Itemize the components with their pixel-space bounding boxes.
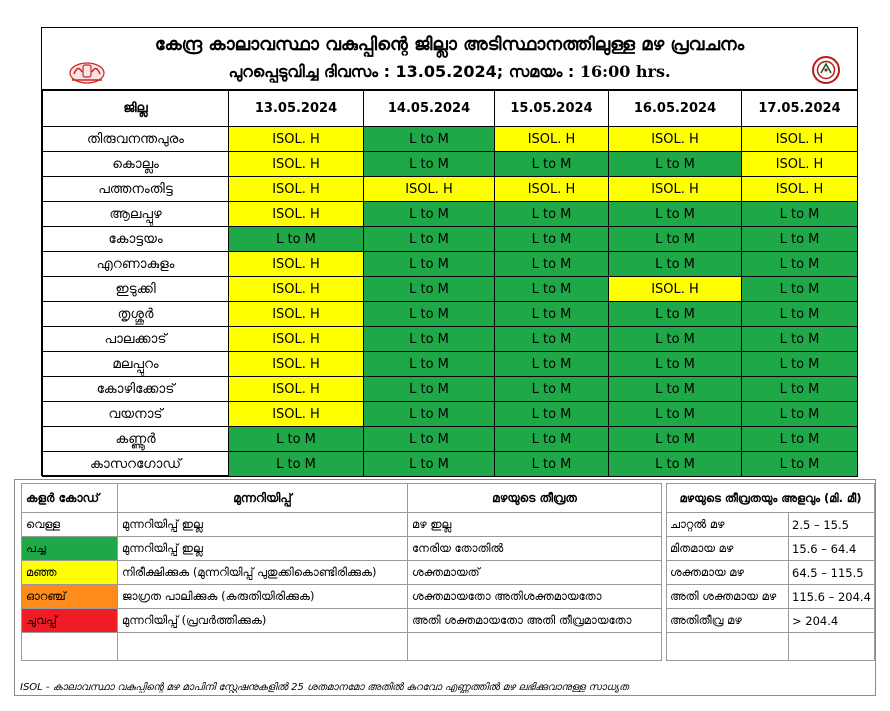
intensity-text: ശക്തമായതോ അതിശക്തമായതോ	[408, 585, 662, 609]
forecast-cell: ISOL. H	[609, 177, 742, 202]
intensity-label: മിതമായ മഴ	[667, 537, 789, 561]
district-name: എറണാകുളം	[43, 252, 229, 277]
warning-text: മുന്നറിയിപ്പ് (പ്രവർത്തിക്കുക)	[118, 609, 408, 633]
district-name: വയനാട്	[43, 402, 229, 427]
color-swatch-label: പച്ച	[22, 537, 118, 561]
table-row	[43, 327, 858, 352]
intensity-header-row	[667, 484, 875, 513]
intensity-label: ചാറ്റൽ മഴ	[667, 513, 789, 537]
legend-row	[22, 513, 662, 537]
warning-header: മുന്നറിയിപ്പ്	[118, 484, 408, 513]
forecast-cell: L to M	[495, 152, 609, 177]
forecast-cell: L to M	[742, 452, 858, 477]
forecast-cell: ISOL. H	[742, 152, 858, 177]
forecast-cell: L to M	[609, 202, 742, 227]
forecast-cell: L to M	[364, 327, 495, 352]
forecast-cell: ISOL. H	[229, 277, 364, 302]
legend-header-row	[22, 484, 662, 513]
warning-text: ജാഗ്രത പാലിക്കുക (കരുതിയിരിക്കുക)	[118, 585, 408, 609]
table-row	[43, 452, 858, 477]
district-name: കോട്ടയം	[43, 227, 229, 252]
color-swatch-label: വെള്ള	[22, 513, 118, 537]
forecast-cell: L to M	[742, 277, 858, 302]
intensity-row	[667, 609, 875, 633]
intensity-label: അതി ശക്തമായ മഴ	[667, 585, 789, 609]
color-code-header: കളർ കോഡ്	[22, 484, 118, 513]
imd-logo-icon	[811, 55, 841, 85]
intensity-amount-header: മഴയുടെ തീവ്രതയും അളവും (മി. മീ)	[667, 484, 875, 513]
intensity-body	[667, 513, 875, 633]
intensity-row	[667, 537, 875, 561]
forecast-cell: L to M	[495, 402, 609, 427]
district-name: കണ്ണൂർ	[43, 427, 229, 452]
forecast-cell: L to M	[364, 127, 495, 152]
forecast-cell: L to M	[609, 377, 742, 402]
date-column-header: 17.05.2024	[742, 91, 858, 127]
page-title: കേന്ദ്ര കാലാവസ്ഥാ വകുപ്പിന്റെ ജില്ലാ അടിസ്ഥാനത്തിലുള്ള മഴ പ്രവചനം	[154, 34, 745, 55]
legend-row	[22, 561, 662, 585]
forecast-cell: L to M	[364, 227, 495, 252]
forecast-cell: L to M	[495, 227, 609, 252]
table-row	[43, 302, 858, 327]
forecast-cell: ISOL. H	[229, 402, 364, 427]
intensity-text: മഴ ഇല്ല	[408, 513, 662, 537]
legend-body	[22, 513, 662, 633]
forecast-header-row	[43, 91, 858, 127]
forecast-cell: L to M	[364, 377, 495, 402]
forecast-cell: L to M	[609, 302, 742, 327]
forecast-cell: ISOL. H	[229, 127, 364, 152]
date-column-header: 15.05.2024	[495, 91, 609, 127]
district-name: കാസറഗോഡ്	[43, 452, 229, 477]
forecast-cell: ISOL. H	[229, 202, 364, 227]
forecast-cell: L to M	[742, 202, 858, 227]
forecast-cell: L to M	[229, 427, 364, 452]
forecast-cell: L to M	[364, 152, 495, 177]
legend-row	[22, 537, 662, 561]
forecast-cell: L to M	[364, 352, 495, 377]
forecast-cell: ISOL. H	[229, 352, 364, 377]
forecast-cell: L to M	[364, 452, 495, 477]
district-name: ഇടുക്കി	[43, 277, 229, 302]
forecast-cell: L to M	[495, 452, 609, 477]
forecast-cell: ISOL. H	[229, 327, 364, 352]
forecast-cell: L to M	[364, 302, 495, 327]
footnote: ISOL - കാലാവസ്ഥാ വകുപ്പിന്റെ മഴ മാപിനി സ്റ്റേഷനുകളിൽ 25 ശതമാനമോ അതിൽ കുറവോ എണ്ണത്തിൽ മഴ ലഭിക്കുവാനുള്ള സാധ്യത	[20, 682, 629, 693]
issued-line	[42, 62, 857, 82]
district-name: പാലക്കാട്	[43, 327, 229, 352]
kerala-emblem-icon	[68, 58, 106, 84]
color-swatch-label: മഞ്ഞ	[22, 561, 118, 585]
table-row	[43, 377, 858, 402]
forecast-cell: L to M	[609, 427, 742, 452]
forecast-table	[42, 90, 858, 477]
forecast-cell: L to M	[229, 227, 364, 252]
forecast-cell: L to M	[742, 252, 858, 277]
legend-row	[22, 609, 662, 633]
forecast-cell: ISOL. H	[229, 177, 364, 202]
forecast-cell: ISOL. H	[364, 177, 495, 202]
table-row	[43, 427, 858, 452]
forecast-cell: ISOL. H	[229, 377, 364, 402]
forecast-cell: L to M	[742, 377, 858, 402]
forecast-cell: L to M	[609, 152, 742, 177]
forecast-cell: L to M	[495, 327, 609, 352]
table-row	[43, 277, 858, 302]
forecast-cell: ISOL. H	[742, 127, 858, 152]
table-row	[43, 352, 858, 377]
forecast-body	[43, 127, 858, 477]
table-row	[43, 402, 858, 427]
intensity-range: 15.6 – 64.4	[789, 537, 875, 561]
district-name: തിരുവനന്തപുരം	[43, 127, 229, 152]
district-name: ആലപ്പുഴ	[43, 202, 229, 227]
forecast-cell: L to M	[364, 277, 495, 302]
intensity-blank-row	[667, 633, 875, 661]
forecast-cell: L to M	[495, 377, 609, 402]
forecast-cell: L to M	[495, 202, 609, 227]
date-column-header: 16.05.2024	[609, 91, 742, 127]
intensity-row	[667, 561, 875, 585]
forecast-cell: ISOL. H	[229, 302, 364, 327]
intensity-row	[667, 585, 875, 609]
forecast-cell: L to M	[495, 352, 609, 377]
intensity-range: > 204.4	[789, 609, 875, 633]
intensity-range: 64.5 – 115.5	[789, 561, 875, 585]
forecast-cell: L to M	[495, 302, 609, 327]
warning-text: മുന്നറിയിപ്പ് ഇല്ല	[118, 537, 408, 561]
forecast-cell: L to M	[364, 202, 495, 227]
intensity-label: അതിതീവ്ര മഴ	[667, 609, 789, 633]
forecast-cell: ISOL. H	[229, 252, 364, 277]
table-row	[43, 152, 858, 177]
forecast-cell: L to M	[742, 402, 858, 427]
legend-panel	[14, 479, 876, 696]
forecast-cell: ISOL. H	[609, 277, 742, 302]
legend-blank-row	[22, 633, 662, 661]
forecast-cell: L to M	[742, 427, 858, 452]
forecast-cell: ISOL. H	[742, 177, 858, 202]
forecast-cell: L to M	[609, 252, 742, 277]
intensity-header: മഴയുടെ തീവ്രത	[408, 484, 662, 513]
issued-label: പുറപ്പെടുവിച്ച ദിവസം : 13.05.2024; സമയം :	[228, 62, 580, 81]
intensity-text: അതി ശക്തമായതോ അതി തീവ്രമായതോ	[408, 609, 662, 633]
forecast-panel	[41, 27, 858, 476]
forecast-cell: ISOL. H	[495, 177, 609, 202]
district-name: തൃശ്ശൂർ	[43, 302, 229, 327]
forecast-cell: L to M	[609, 352, 742, 377]
forecast-cell: ISOL. H	[495, 127, 609, 152]
color-swatch-label: ചുവപ്പ്	[22, 609, 118, 633]
table-row	[43, 202, 858, 227]
issued-time: 16:00 hrs.	[579, 62, 671, 81]
forecast-cell: L to M	[495, 252, 609, 277]
intensity-range: 115.6 – 204.4	[789, 585, 875, 609]
forecast-cell: L to M	[495, 427, 609, 452]
forecast-cell: L to M	[609, 402, 742, 427]
table-row	[43, 227, 858, 252]
legend-row	[22, 585, 662, 609]
forecast-cell: L to M	[364, 252, 495, 277]
title-box	[42, 28, 857, 90]
forecast-cell: ISOL. H	[229, 152, 364, 177]
district-column-header: ജില്ല	[43, 91, 229, 127]
forecast-cell: L to M	[742, 227, 858, 252]
warning-text: നിരീക്ഷിക്കുക (മുന്നറിയിപ്പ് പുതുക്കികൊണ്ടിരിക്കുക)	[118, 561, 408, 585]
district-name: കൊല്ലം	[43, 152, 229, 177]
intensity-text: നേരിയ തോതിൽ	[408, 537, 662, 561]
intensity-text: ശക്തമായത്	[408, 561, 662, 585]
color-code-legend	[21, 483, 662, 661]
table-row	[43, 127, 858, 152]
forecast-cell: L to M	[609, 452, 742, 477]
color-swatch-label: ഓറഞ്ച്	[22, 585, 118, 609]
district-name: പത്തനംതിട്ട	[43, 177, 229, 202]
forecast-cell: L to M	[229, 452, 364, 477]
table-row	[43, 177, 858, 202]
table-row	[43, 252, 858, 277]
forecast-cell: L to M	[742, 302, 858, 327]
rainfall-intensity-table	[666, 483, 875, 661]
forecast-cell: L to M	[364, 402, 495, 427]
forecast-cell: L to M	[609, 327, 742, 352]
district-name: കോഴിക്കോട്	[43, 377, 229, 402]
warning-text: മുന്നറിയിപ്പ് ഇല്ല	[118, 513, 408, 537]
forecast-cell: ISOL. H	[609, 127, 742, 152]
forecast-cell: L to M	[609, 227, 742, 252]
forecast-cell: L to M	[364, 427, 495, 452]
forecast-cell: L to M	[495, 277, 609, 302]
district-name: മലപ്പുറം	[43, 352, 229, 377]
forecast-cell: L to M	[742, 352, 858, 377]
forecast-cell: L to M	[742, 327, 858, 352]
intensity-range: 2.5 – 15.5	[789, 513, 875, 537]
intensity-label: ശക്തമായ മഴ	[667, 561, 789, 585]
date-column-header: 13.05.2024	[229, 91, 364, 127]
intensity-row	[667, 513, 875, 537]
date-column-header: 14.05.2024	[364, 91, 495, 127]
